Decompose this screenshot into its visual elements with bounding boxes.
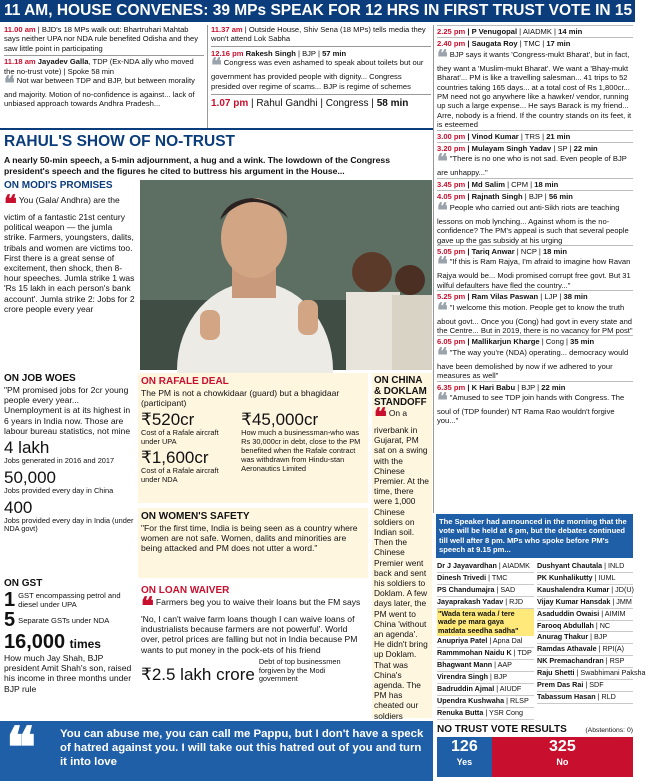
timeline-entry xyxy=(437,130,633,142)
gst-box: ON GST 1 GST encompassing petrol and diesel under UPA 5 Separate GSTs under NDA 16,000 times How much Jay Shah, BJP president Amit Shah's son, raised his income in three months under BJP rule xyxy=(4,578,134,718)
results-title: NO TRUST VOTE RESULTS xyxy=(437,724,567,735)
abstentions: (Abstentions: 0) xyxy=(585,727,633,734)
speaker-item xyxy=(437,708,534,720)
speech-quote xyxy=(437,199,633,245)
loan-waiver-box: ON LOAN WAIVER ❝ Farmers beg you to waive their loans but the FM says 'No, I can't waive farm loans though I can waive loans of industrialists because farmers are not powerful'. World over, petrol prices are falling but not in India because PM wants to put money in the pock-ets of his friend ₹2.5 lakh crore Debt of top businessmen forgiven by the Modi government xyxy=(138,582,368,717)
speaker-name: Tabassum Hasan xyxy=(537,691,596,701)
speaker-name: Renuka Butta xyxy=(437,707,484,717)
quote-text: "If this is Ram Rajya, I'm afraid to imagine how Ravan Rajya would be... Modi promised corrupt free govt. But 31 wilful defaulters have fled the country..." xyxy=(437,257,631,290)
speaker-name: Dushyant Chautala xyxy=(537,561,603,570)
modi-quote: You (Gala/ Andhra) are the victim of a fantastic 21st century political weapon — the jumla strike. Farmers, youngsters, dalits, tribals and women are victims too. First there is a great sense of excitement, then shock, then 8-hour speeches. Jumla strike 1 was 'Rs 15 lakh in each person's bank account'. Jumla strike 2: Jobs for 2 crore people every year xyxy=(4,195,135,314)
timeline-entry: 1.07 pm | Rahul Gandhi | Congress | 58 min xyxy=(211,98,409,110)
loan-label: Debt of top businessmen forgiven by the Modi government xyxy=(258,656,341,684)
entry-time: 4.05 pm xyxy=(437,192,466,202)
speaker-name: Raju Shetti xyxy=(537,668,575,678)
entry-time: 6.05 pm xyxy=(437,337,466,347)
entry-speaker: | Mallikarjun Kharge xyxy=(465,337,540,347)
entry-duration: 18 min xyxy=(542,246,568,256)
timeline-entry xyxy=(437,142,633,154)
speaker-name: Badruddin Ajmal xyxy=(437,684,495,694)
speaker-item xyxy=(537,680,633,692)
timeline-entry xyxy=(437,25,633,37)
entry-time: 3.00 pm xyxy=(437,131,466,141)
quote-icon: ❝ xyxy=(211,55,222,78)
speaker-item xyxy=(437,672,534,684)
speech-quote: ❝ Not war between TDP and BJP, but between morality and majority. Motion of no-confidence is against... lack of unbiased approach towards Andhra Pradesh... xyxy=(4,73,195,109)
quote-icon: ❝ xyxy=(437,299,448,322)
speaker-name: Jayaprakash Yadav xyxy=(437,596,504,606)
quote-text: "Amused to see TDP join hands with Congress. The soul of (TDP founder) NT Rama Rao wouldn't forgive you..." xyxy=(437,392,625,426)
speaker-party: | SAD xyxy=(494,584,516,594)
entry-party: | NCP | xyxy=(514,246,543,256)
speaker-name: Prem Das Rai xyxy=(537,680,584,690)
speaker-party: | BJP xyxy=(588,632,608,642)
gst-item xyxy=(4,610,134,630)
speech-quote xyxy=(437,389,633,426)
timeline-column-1 xyxy=(4,25,204,127)
page-headline: 11 AM, HOUSE CONVENES: 39 MPs SPEAK FOR 12 HRS IN FIRST TRUST VOTE IN 15 YRS xyxy=(0,0,635,22)
speech-quote xyxy=(437,46,633,130)
job-stat-value: 50,000 xyxy=(4,467,56,487)
times-word: times xyxy=(69,637,101,651)
jayaprakash-quote: "Wada tera wada / tere wade pe mara gaya matdata seedha sadha" xyxy=(437,609,534,637)
yes-bar: 126 Yes xyxy=(437,737,492,777)
speaker-item xyxy=(437,684,534,696)
entry-time: 3.20 pm xyxy=(437,144,466,154)
entry-speaker: | P Venugopal xyxy=(465,27,518,36)
quote-icon: ❝ xyxy=(4,192,17,218)
quote-text: "I welcome this motion. People get to know the truth about govt... Once you (Cong) had govt in every state and the Centre... But in 2019, there is no vacancy for PM post" xyxy=(437,302,633,335)
times-value: 16,000 xyxy=(4,631,66,653)
speaker-item xyxy=(537,656,633,668)
speaker-name: Farooq Abdullah xyxy=(537,620,594,630)
entry-party: | TRS | xyxy=(518,131,547,141)
speaker-party: | Apna Dal xyxy=(487,636,523,646)
speaker-party: | SDF xyxy=(583,680,604,690)
speaker-name: Anurag Thakur xyxy=(537,632,589,642)
entry-duration: 17 min xyxy=(546,39,571,49)
speaker-name: Bhagwant Mann xyxy=(437,660,493,670)
speaker-party: | AAP xyxy=(492,660,512,670)
speaker-name: Virendra Singh xyxy=(437,672,488,682)
speaker-party: | YSR Cong xyxy=(483,707,524,717)
quote-text: People who carried out anti-Sikh riots are teaching lessons on mob lynching... Against whom is the no-confidence? The PM's appeal is such that several people gave up the gas subsidy at his urging xyxy=(437,202,629,245)
entry-party: | BJP | xyxy=(515,382,542,392)
speaker-item xyxy=(537,644,633,656)
speech-quote xyxy=(437,151,633,178)
entry-duration: 14 min xyxy=(558,27,583,36)
quote-text: "There is no one who is not sad. Even people of BJP are unhappy..." xyxy=(437,154,627,178)
timeline-column-2 xyxy=(211,25,431,128)
quote-icon: ❝ xyxy=(437,344,448,367)
timeline-entry xyxy=(437,245,633,257)
womens-safety-box: ON WOMEN'S SAFETY "For the first time, India is being seen as a country where women are not safe. Women, dalits and minorities are being attacked and PM does not utter a word." xyxy=(138,508,368,578)
speaker-item xyxy=(437,648,534,660)
entry-speaker: | Vinod Kumar xyxy=(465,131,519,141)
entry-time: 2.40 pm xyxy=(437,39,466,49)
speaker-item xyxy=(537,597,633,609)
job-woes-box: ON JOB WOES "PM promised jobs for 2cr young people every year... Unemployment is at its highest in 6 years in India now. Those are labour bureau statistics, not mine 4 lakh Jobs generated in 2016 and 2017 50,000 Jobs provided every day in China 400 Jobs provided every day in India (under NDA govt) xyxy=(4,373,134,534)
speaker-name: Dinesh Trivedi xyxy=(437,572,487,582)
rafale-upa-cost: ₹520cr xyxy=(141,410,195,430)
speaker-note: The Speaker had announced in the morning that the vote will be held at 6 pm, but the debates continued till well after 8 pm. MPs who spoke before PM's speech at 9.15 pm... xyxy=(436,514,633,558)
entry-party: | BJP | xyxy=(522,192,549,202)
speaker-party: | RJD xyxy=(503,596,524,606)
job-stat-label: Jobs generated in 2016 and 2017 xyxy=(4,456,115,466)
entry-time: 5.05 pm xyxy=(437,246,466,256)
speaker-item xyxy=(537,692,633,704)
entry-speaker: | Md Salim xyxy=(465,179,505,189)
speaker-name: Asaduddin Owaisi xyxy=(537,608,600,618)
speaker-item xyxy=(437,696,534,708)
speaker-item xyxy=(437,660,534,672)
loan-value: ₹2.5 lakh crore xyxy=(141,665,255,685)
job-stat-label: Jobs provided every day in India (under NDA govt) xyxy=(4,515,134,534)
speaker-name: Kaushalendra Kumar xyxy=(537,584,610,594)
entry-speaker: | Rajnath Singh xyxy=(465,192,523,202)
entry-party: | CPM | xyxy=(504,179,535,189)
entry-time: 3.45 pm xyxy=(437,179,466,189)
speaker-item xyxy=(537,573,633,585)
rafale-box: ON RAFALE DEAL The PM is not a chowkidaar (guard) but a bhagidaar (participant) ₹520cr Cost of a Rafale aircraft under UPA ₹1,600cr Cost of a Rafale aircraft under NDA ₹45,000cr How much a businessman-who was Rs 30,000cr in debt, close to the PM benefited when the Rafale contract was withdrawn from Hindu-stan Aeronautics Limited xyxy=(138,373,368,503)
timeline-entry xyxy=(437,190,633,202)
section-title: RAHUL'S SHOW OF NO-TRUST xyxy=(4,133,236,150)
quote-icon: ❝ xyxy=(437,46,448,69)
quote-icon: ❝ xyxy=(4,73,15,96)
timeline-entry: 11.00 am | BJD's 18 MPs walk out: Bhartruhari Mahtab says neither UPA nor NDA rule benefited Odisha and they saw little point in participating xyxy=(4,25,199,53)
speaker-party: | IUML xyxy=(592,572,616,582)
quote-icon: ❝ xyxy=(437,254,448,277)
speakers-list-left xyxy=(437,561,534,747)
entry-speaker: | K Hari Babu xyxy=(465,382,516,392)
job-stat-value: 400 xyxy=(4,497,33,517)
speaker-item xyxy=(437,585,534,597)
speaker-item xyxy=(537,561,633,573)
speaker-name: PS Chandumajra xyxy=(437,584,495,594)
china-box: ON CHINA & DOKLAM STANDOFF ❝ On a riverbank in Gujarat, PM sat on a swing with the Chinese Premier. At the time, there were 1,000 Chinese soldiers on Indian soil. Then the Chinese Premier went back and sent his soldiers to Doklam. A few days later, the PM went to China 'without an agenda'. He didn't bring up Doklam. That was China's agenda. The PM has cheated our soldiers xyxy=(372,373,432,718)
speaker-name: Dr J Jayavardhan xyxy=(437,561,497,570)
speaker-item xyxy=(537,668,646,680)
entry-duration: 22 min xyxy=(573,144,598,154)
entry-speaker: | Tariq Anwar xyxy=(465,246,515,256)
speaker-name: Vijay Kumar Hansdak xyxy=(537,596,611,606)
no-bar: 325 No xyxy=(492,737,633,777)
speaker-party: | Swabhimani Paksha xyxy=(574,668,646,678)
quote-text: BJP says it wants 'Congress-mukt Bharat', but in fact, they want a 'Muslim-mukt Bharat'. We want a 'Bhay-mukt Bharat'... PM is like a travelling salesman... 41 trips to 52 countries taking 165 days... at a total cost of Rs 1,800cr... PM need not go anywhere like a hawker/ vendor, running up such a large expense... He says Barack is my friend... Arre, nobody is a friend. If the country stands on its feet, it is esteemed xyxy=(437,49,632,130)
timeline-entry: 11.37 am | Outside House, Shiv Sena (18 MPs) tells media they won't attend Lok Sabha xyxy=(211,25,426,44)
speaker-item xyxy=(537,609,633,621)
entry-party: | AIADMK | xyxy=(517,27,559,36)
bottom-quote-banner xyxy=(0,718,433,781)
entry-speaker: | Mulayam Singh Yadav xyxy=(465,144,552,154)
entry-speaker: | Saugata Roy xyxy=(465,39,518,49)
timeline-entry xyxy=(437,37,633,49)
speaker-party: | AIUDF xyxy=(494,684,522,694)
entry-time: 2.25 pm xyxy=(437,27,466,36)
speaker-party: | AIMIM xyxy=(599,608,626,618)
speaker-party: | AIADMK xyxy=(496,561,530,570)
times-text: How much Jay Shah, BJP president Amit Shah's son, raised his income in three months under BJP rule xyxy=(4,653,132,694)
entry-duration: 35 min xyxy=(570,337,595,347)
speech-quote: ❝ Congress was even ashamed to speak about toilets but our government has provided people with dignity... Congress presided over regime of scams... BJP is regime of schemes xyxy=(211,55,424,91)
gst-label: GST encompassing petrol and diesel under UPA xyxy=(18,591,121,609)
quote-icon: ❝ xyxy=(437,151,448,174)
timeline-entry xyxy=(437,381,633,393)
speaker-party: | JMM xyxy=(610,596,632,606)
speaker-party: | INLD xyxy=(602,561,625,570)
entry-time: 5.25 pm xyxy=(437,292,466,302)
speaker-name: Ramdas Athavale xyxy=(537,644,597,654)
speaker-name: Upendra Kushwaha xyxy=(437,695,505,705)
entry-duration: 18 min xyxy=(534,179,559,189)
gst-label: Separate GSTs under NDA xyxy=(18,615,110,625)
speaker-name: PK Kunhalikutty xyxy=(537,572,593,582)
speaker-item xyxy=(537,621,633,633)
speaker-party: | NC xyxy=(593,620,611,630)
rahul-gandhi-photo xyxy=(140,180,432,370)
speakers-list-right xyxy=(537,561,646,747)
speaker-item xyxy=(537,632,633,644)
speaker-party: | BJP xyxy=(488,672,508,682)
entry-speaker: | Ram Vilas Paswan xyxy=(465,292,539,302)
timeline-entry xyxy=(437,178,633,190)
rahul-quote: You can abuse me, you can call me Pappu, but I don't have a speck of hatred against you. I will take out this hatred out of you and turn it into love xyxy=(60,728,424,768)
speaker-item xyxy=(437,573,534,585)
speaker-item xyxy=(437,561,534,573)
results-box xyxy=(437,724,633,777)
businessman-benefit: ₹45,000cr xyxy=(241,410,319,430)
speaker-party: | RLSP xyxy=(504,695,529,705)
rafale-nda-cost: ₹1,600cr xyxy=(141,448,209,467)
entry-time: 6.35 pm xyxy=(437,382,466,392)
timeline-entry: 12.16 pm Rakesh Singh | BJP | 57 min xyxy=(211,48,347,58)
job-stat-label: Jobs provided every day in China xyxy=(4,485,114,495)
speech-quote xyxy=(437,299,633,336)
speaker-party: | TDP xyxy=(511,648,532,658)
quote-icon: ❝ xyxy=(6,718,37,780)
gst-item xyxy=(4,590,134,610)
quote-icon: ❝ xyxy=(141,594,154,620)
standfirst: A nearly 50-min speech, a 5-min adjournment, a hug and a wink. The lowdown of the Congress president's speech and the figures he cited to buttress his argument in the House... xyxy=(4,155,390,176)
gst-value: 5 xyxy=(4,609,16,631)
speech-quote xyxy=(437,254,633,290)
speaker-item xyxy=(437,597,534,609)
quote-text: "The way you're (NDA) operating... democracy would have been demolished by now if we adhered to your measures as well" xyxy=(437,347,629,381)
entry-duration: 56 min xyxy=(548,192,573,202)
entry-party: | LJP | xyxy=(538,292,564,302)
speech-quote xyxy=(437,344,633,381)
timeline-entry xyxy=(437,290,633,302)
entry-duration: 21 min xyxy=(546,131,571,141)
speaker-name: Rammmohan Naidu K xyxy=(437,648,512,658)
speaker-name: Anupriya Patel xyxy=(437,636,488,646)
speaker-party: | RLD xyxy=(595,691,616,701)
entry-party: | Cong | xyxy=(539,337,571,347)
quote-icon: ❝ xyxy=(437,199,448,222)
entry-duration: 22 min xyxy=(541,382,566,392)
speaker-item xyxy=(537,585,633,597)
quote-icon: ❝ xyxy=(374,405,387,431)
speaker-party: | RSP xyxy=(603,656,625,666)
job-stat-value: 4 lakh xyxy=(4,438,50,458)
entry-party: | TMC | xyxy=(517,39,547,49)
speaker-party: | TMC xyxy=(486,572,508,582)
timeline-entry: 11.18 am Jayadev Galla, TDP (Ex-NDA ally who moved the no-trust vote) | Spoke 58 min xyxy=(4,57,194,76)
quote-icon: ❝ xyxy=(437,389,448,412)
entry-party: | SP | xyxy=(551,144,574,154)
timeline-entry xyxy=(437,335,633,347)
vote-bar xyxy=(437,737,633,777)
entry-duration: 38 min xyxy=(563,292,588,302)
right-timeline xyxy=(437,25,633,513)
speaker-name: NK Premachandran xyxy=(537,656,604,666)
gst-value: 1 xyxy=(4,589,16,611)
speaker-item xyxy=(437,636,534,648)
speaker-party: | RPI(A) xyxy=(596,644,625,654)
speaker-party: | JD(U) xyxy=(609,584,634,594)
modi-promises-box: ON MODI'S PROMISES ❝ You (Gala/ Andhra) are the victim of a fantastic 21st century political weapon — the jumla strike. Farmers, youngsters, dalits, tribals and women are victims too. First there is a great sense of excitement, then shock, then 8-hour speeches. Jumla strike 1 was 'Rs 15 lakh in each person's bank account'. Jumla strike 2: Jobs for 2 crore people every year xyxy=(4,180,135,314)
